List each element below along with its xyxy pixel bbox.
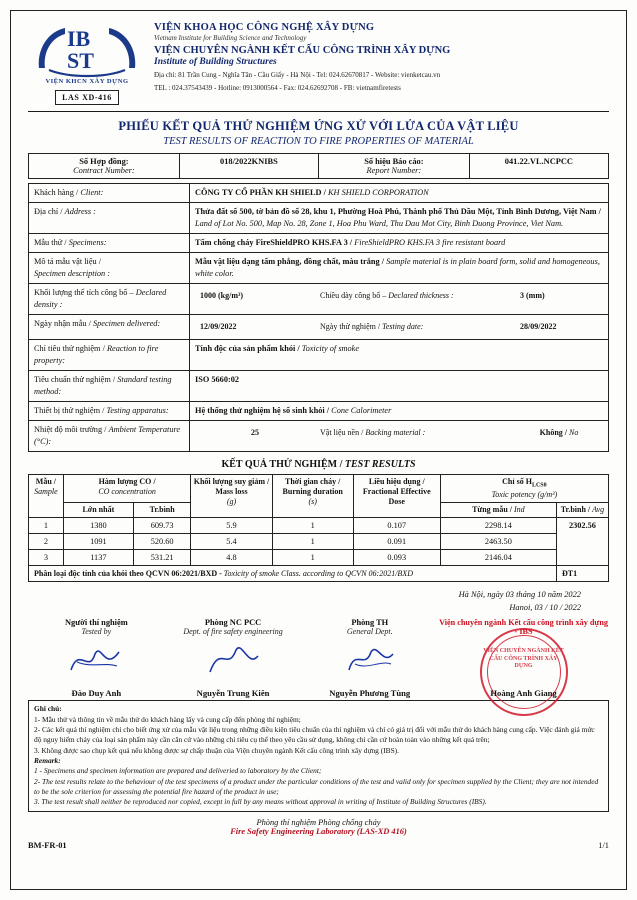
document-header xyxy=(28,20,609,107)
apparatus-label-vn: Thiết bị thử nghiệm / xyxy=(34,405,105,415)
apparatus-value-cell xyxy=(190,401,609,420)
description-value-cell xyxy=(190,253,609,284)
results-body xyxy=(29,517,609,581)
property-label-en: Reaction to fire property: xyxy=(34,343,159,365)
seal-text: VIỆN CHUYÊN NGÀNH KẾT CẤU CÔNG TRÌNH XÂY DỰNG xyxy=(483,648,564,670)
specimen-label-en: Specimens: xyxy=(68,238,107,248)
table-row xyxy=(29,184,609,203)
standard-label-vn: Tiêu chuẩn thử nghiệm / xyxy=(34,374,116,384)
cell-sample: 1 xyxy=(29,517,64,533)
address-value-vn: Thửa đất số 500, tờ bản đồ số 28, khu 1, Phường Hoà Phú, Thành phố Thủ Dầu Một, Tỉnh Bình Dương, Việt Nam / xyxy=(195,207,601,217)
density-label-vn: Khối lượng thể tích công bố xyxy=(34,288,128,298)
received-label-cell xyxy=(29,315,190,340)
note-item: 3. The test result shall neither be reproduced nor copied, except in full by any means without approval in writing of Institute of Building Structures (IBS). xyxy=(34,797,487,807)
table-row xyxy=(29,474,609,502)
ambient-label-vn: Nhiệt độ môi trường / xyxy=(34,424,107,434)
results-heading xyxy=(28,459,609,470)
org-address-line-1: Địa chỉ: 81 Trần Cung - Nghĩa Tân - Cầu Giấy - Hà Nội - Tel: 024.62670817 - Website: vienketcau.vn xyxy=(154,71,441,79)
cell-burn: 1 xyxy=(272,549,353,565)
table-row xyxy=(29,284,609,315)
table-row xyxy=(29,203,609,234)
col-co-avg: Tr.bình xyxy=(133,502,190,517)
note-item: 1 - Specimens and specimen information are prepared and deliveried to laboratory by the Client; xyxy=(34,766,322,776)
col-mass-loss: Khối lượng suy giảm / Mass loss (g) xyxy=(191,474,272,517)
ambient-label-en: Ambient Temperature (°C): xyxy=(34,424,181,446)
ambient-value: 25 xyxy=(251,427,259,437)
col-sample: Mẫu / Sample xyxy=(29,474,64,517)
standard-label-en: Standard testing method: xyxy=(34,374,172,396)
specimen-label-cell xyxy=(29,234,190,253)
description-label-cell xyxy=(29,253,190,284)
signature-block-general-dept xyxy=(301,618,438,698)
document-title-vn: PHIẾU KẾT QUẢ THỬ NGHIỆM ỨNG XỬ VỚI LỬA CỦA VẬT LIỆU xyxy=(118,119,519,133)
department-name-en: Institute of Building Structures xyxy=(154,57,277,67)
table-row xyxy=(29,339,609,370)
description-label-en: Specimen description : xyxy=(34,269,111,279)
received-value: 12/09/2022 xyxy=(200,322,237,332)
table-row xyxy=(29,517,609,533)
classification-cell xyxy=(29,565,557,581)
cell-co-avg: 520.60 xyxy=(133,533,190,549)
apparatus-value-en: Cone Calorimeter xyxy=(331,405,392,415)
signature-mark xyxy=(335,640,405,685)
document-footer xyxy=(28,818,609,853)
testdate-label-cell xyxy=(315,318,515,336)
document-title-en: TEST RESULTS OF REACTION TO FIRE PROPERTIES OF MATERIAL xyxy=(163,136,474,147)
role-en: Dept. of fire safety engineering xyxy=(183,627,283,637)
cell-co-max: 1137 xyxy=(63,549,133,565)
thickness-label-en: Declared thickness : xyxy=(388,291,454,301)
report-label-vn: Số hiệu Báo cáo: xyxy=(364,157,424,166)
table-row xyxy=(195,424,603,442)
thickness-label-cell: Chiều dày công bố – Declared thickness : xyxy=(320,291,454,301)
col-toxic-potency: Chỉ số $H_{LCS0}$ Toxic potency (g/m³) xyxy=(440,474,608,502)
role-vn: Người thí nghiệm xyxy=(64,618,128,628)
cell-h-ind: 2146.04 xyxy=(440,549,556,565)
backing-label-vn: Vật liệu nền / xyxy=(320,427,364,437)
col-fed: Liều hiệu dụng / Fractional Effective Dose xyxy=(353,474,440,517)
test-results-table xyxy=(28,474,609,582)
client-label-vn: Khách hàng / xyxy=(34,188,79,197)
signature-mark xyxy=(61,640,131,685)
table-row xyxy=(29,315,609,340)
table-row xyxy=(195,287,603,305)
thickness-value: 3 (mm) xyxy=(520,291,545,301)
density-value: 1000 (kg/m³) xyxy=(200,291,244,301)
cell-co-avg: 531.21 xyxy=(133,549,190,565)
results-heading-en: TEST RESULTS xyxy=(344,458,416,470)
col-h-individual: Từng mẫu / Ind xyxy=(440,502,556,517)
official-seal xyxy=(480,628,568,716)
organization-block xyxy=(154,20,609,93)
specimen-info-table xyxy=(28,183,609,452)
col-burn-duration: Thời gian cháy / Burning duration (s) xyxy=(272,474,353,517)
signer-name: Nguyễn Phương Tùng xyxy=(329,688,411,699)
form-code: BM-FR-01 xyxy=(28,840,67,850)
cell-co-max: 1091 xyxy=(63,533,133,549)
note-item: 1- Mẫu thử và thông tin về mẫu thử do khách hàng lấy và cung cấp đến phòng thí nghiệm; xyxy=(34,714,301,724)
las-code-badge: LAS XD-416 xyxy=(55,90,119,105)
cell-co-max: 1380 xyxy=(63,517,133,533)
specimen-value-cell xyxy=(190,234,609,253)
department-name-vn: VIỆN CHUYÊN NGÀNH KẾT CẤU CÔNG TRÌNH XÂY DỰNG xyxy=(154,45,451,56)
testdate-value: 28/09/2022 xyxy=(520,322,557,332)
apparatus-label-en: Testing apparatus: xyxy=(106,405,169,415)
density-label-cell: Khối lượng thể tích công bố – Declared density : xyxy=(29,284,190,315)
classification-label-en: Toxicity of smoke Class. according to QCVN 06:2021/BXD xyxy=(223,568,413,578)
specimen-label-vn: Mẫu thử / xyxy=(34,238,67,248)
thickness-label-vn: Chiều dày công bố xyxy=(320,291,381,301)
lab-name-en: Fire Safety Engineering Laboratory (LAS-XD 416) xyxy=(230,826,407,836)
table-row xyxy=(29,549,609,565)
report-number-value: 041.22.VL.NCPCC xyxy=(469,154,608,179)
contract-label-en: Contract Number: xyxy=(73,166,135,175)
received-label-vn: Ngày nhận mẫu / xyxy=(34,319,91,329)
page-number: 1/1 xyxy=(598,840,609,850)
org-name-en: Vietnam Institute for Building Science and Technology xyxy=(154,34,307,42)
note-item: 3. Không được sao chụp kết quả nếu không được sự chấp thuận của Viện chuyên ngành Kết cấu công trình xây dựng (IBS). xyxy=(34,745,399,755)
report-label-cell xyxy=(318,154,469,179)
description-value-en: Sample material is in plain board form, solid and homogeneous, white color. xyxy=(195,257,600,279)
table-row xyxy=(29,533,609,549)
signature-block-institute xyxy=(438,618,609,698)
contract-report-table xyxy=(28,153,609,179)
cell-sample: 2 xyxy=(29,533,64,549)
property-value-en: Toxicity of smoke xyxy=(301,343,360,353)
col-h-average: Tr.bình / Avg xyxy=(556,502,608,517)
ibst-logo-icon xyxy=(28,20,146,82)
table-row xyxy=(29,401,609,420)
role-en: Tested by xyxy=(81,627,112,637)
table-row xyxy=(29,370,609,401)
density-and-thickness-cell xyxy=(190,284,609,315)
address-value-en: Land of Lot No. 500, Map No. 28, Zone 1, Hoa Phu Ward, Thu Dau Mot City, Binh Duong Province, Viet Nam. xyxy=(195,219,564,229)
signature-mark xyxy=(198,640,268,685)
classification-label-vn: Phân loại độc tính của khói theo QCVN 06:2021/BXD - xyxy=(34,568,222,578)
cell-mass-loss: 4.8 xyxy=(191,549,272,565)
property-value-cell xyxy=(190,339,609,370)
cell-h-ind: 2463.50 xyxy=(440,533,556,549)
testdate-label-vn: Ngày thử nghiệm / xyxy=(320,322,381,332)
density-label-en: Declared density : xyxy=(34,288,167,310)
col-co: Hàm lượng CO / CO concentration xyxy=(63,474,191,502)
notes-box xyxy=(28,700,609,812)
contract-label-cell xyxy=(29,154,180,179)
note-item: 2- Các kết quả thí nghiệm chỉ cho biết ứng xử của mẫu vật liệu trong những điều kiện tiêu chuẩn của thí nghiệm và chỉ có giá trị đối với mẫu thử do khách hàng cung cấp. Việc đánh giá mức độ nguy hiểm cháy của loại sản phẩm này cần căn cứ vào những chỉ tiêu cụ thể theo yêu cầu sử dụng, không chỉ cần cứ hoàn toàn vào những kết quả trên; xyxy=(34,724,595,745)
cell-fed: 0.091 xyxy=(353,533,440,549)
client-value-cell xyxy=(190,184,609,203)
nested-layout-table xyxy=(195,318,603,336)
description-label-vn: Mô tả mẫu vật liệu / xyxy=(34,257,102,267)
notes-heading-en: Remark: xyxy=(34,755,61,765)
nested-layout-table xyxy=(195,287,603,305)
signer-name: Hoàng Anh Giang xyxy=(490,688,557,699)
col-h-label: Chỉ số $H_{LCS0}$ xyxy=(502,476,547,489)
role-vn: Viện chuyên ngành Kết cấu công trình xây dựng - IBS xyxy=(439,618,608,637)
contract-label-vn: Số Hợp đồng: xyxy=(79,157,129,166)
standard-label-cell xyxy=(29,370,190,401)
apparatus-label-cell xyxy=(29,401,190,420)
place-date-en: Hanoi, 03 / 10 / 2022 xyxy=(509,602,581,612)
specimen-value-en: FireShieldPRO KHS.FA 3 fire resistant board xyxy=(354,238,506,248)
ambient-label-cell xyxy=(29,420,190,451)
apparatus-value-vn: Hệ thống thử nghiệm hệ số sinh khói / xyxy=(195,405,330,415)
signature-block-tester xyxy=(28,618,165,698)
table-row xyxy=(29,154,609,179)
backing-value-en: No xyxy=(569,427,579,437)
col-co-max: Lớn nhất xyxy=(63,502,133,517)
ambient-and-backing-cell xyxy=(190,420,609,451)
place-date-vn: Hà Nội, ngày 03 tháng 10 năm 2022 xyxy=(458,589,581,599)
cell-fed: 0.093 xyxy=(353,549,440,565)
client-label-cell xyxy=(29,184,190,203)
signature-block-fire-dept xyxy=(165,618,302,698)
table-row xyxy=(29,420,609,451)
org-address-line-2: TEL : 024.37543439 - Hotline: 0913000564 - Fax: 024.62692708 - FB: vietnamfiretests xyxy=(154,84,401,93)
note-item: 2- The test results relate to the behaviour of the test specimens of a product under the particular conditions of the test and valid only for specimen supplied by the Client; they are not intended to be the sole criterion for assessing the potential fire hazard of the product in use; xyxy=(34,776,599,797)
footer-bottom-row xyxy=(28,827,609,853)
logo-caption: VIỆN KHCN XÂY DỰNG xyxy=(45,78,129,85)
property-value-vn: Tính độc của sản phẩm khói / xyxy=(195,343,300,353)
lab-name-vn: Phòng thí nghiệm Phòng chống cháy xyxy=(256,817,381,827)
property-label-cell xyxy=(29,339,190,370)
cell-sample: 3 xyxy=(29,549,64,565)
cell-h-avg: 2302.56 xyxy=(556,517,608,565)
description-value-vn: Mẫu vật liệu dạng tấm phẳng, đồng chất, màu trắng / xyxy=(195,257,385,267)
client-value-en: KH SHIELD CORPORATION xyxy=(328,188,429,197)
cell-co-avg: 609.73 xyxy=(133,517,190,533)
svg-text:ST: ST xyxy=(67,48,94,73)
svg-text:IB: IB xyxy=(67,26,91,51)
address-value-cell xyxy=(190,203,609,234)
address-label-vn: Địa chỉ / xyxy=(34,207,63,217)
nested-layout-table xyxy=(195,424,603,442)
address-label-en: Address : xyxy=(64,207,96,217)
cell-mass-loss: 5.4 xyxy=(191,533,272,549)
table-row xyxy=(29,234,609,253)
backing-label-en: Backing material : xyxy=(365,427,426,437)
org-name-vn: VIỆN KHOA HỌC CÔNG NGHỆ XÂY DỰNG xyxy=(154,22,375,33)
specimen-value-vn: Tấm chống cháy FireShieldPRO KHS.FA 3 / xyxy=(195,238,353,248)
table-row xyxy=(29,565,609,581)
table-row xyxy=(29,253,609,284)
report-label-en: Report Number: xyxy=(366,166,422,175)
results-header xyxy=(29,474,609,517)
property-label-vn: Chỉ tiêu thử nghiệm / xyxy=(34,343,105,353)
results-heading-vn: KẾT QUẢ THỬ NGHIỆM / xyxy=(221,458,343,470)
client-label-en: Client: xyxy=(80,188,104,197)
received-label-en: Specimen delivered: xyxy=(93,319,161,329)
role-vn: Phòng TH xyxy=(351,618,389,628)
backing-value xyxy=(515,424,603,442)
backing-label-cell xyxy=(315,424,515,442)
header-divider xyxy=(28,111,609,112)
received-and-testdate-cell xyxy=(190,315,609,340)
classification-value: ĐT1 xyxy=(556,565,608,581)
contract-number-value: 018/2022KNIBS xyxy=(179,154,318,179)
signature-row xyxy=(28,618,609,698)
standard-value-cell xyxy=(190,370,609,401)
place-date-block xyxy=(28,589,609,614)
role-vn: Phòng NC PCC xyxy=(204,618,262,628)
cell-burn: 1 xyxy=(272,533,353,549)
institute-logo-block xyxy=(28,20,146,105)
standard-value: ISO 5660:02 xyxy=(195,374,240,384)
cell-h-ind: 2298.14 xyxy=(440,517,556,533)
table-row xyxy=(195,318,603,336)
backing-value-vn: Không / xyxy=(539,427,567,437)
cell-burn: 1 xyxy=(272,517,353,533)
address-label-cell xyxy=(29,203,190,234)
client-value-vn: CÔNG TY CỔ PHẦN KH SHIELD / xyxy=(195,188,326,197)
signer-name: Nguyễn Trung Kiên xyxy=(196,688,270,699)
role-en: General Dept. xyxy=(346,627,393,637)
signer-name: Đào Duy Anh xyxy=(71,688,122,699)
cell-mass-loss: 5.9 xyxy=(191,517,272,533)
notes-heading-vn: Ghi chú: xyxy=(34,704,62,714)
cell-fed: 0.107 xyxy=(353,517,440,533)
testdate-label-en: Testing date: xyxy=(382,322,424,332)
